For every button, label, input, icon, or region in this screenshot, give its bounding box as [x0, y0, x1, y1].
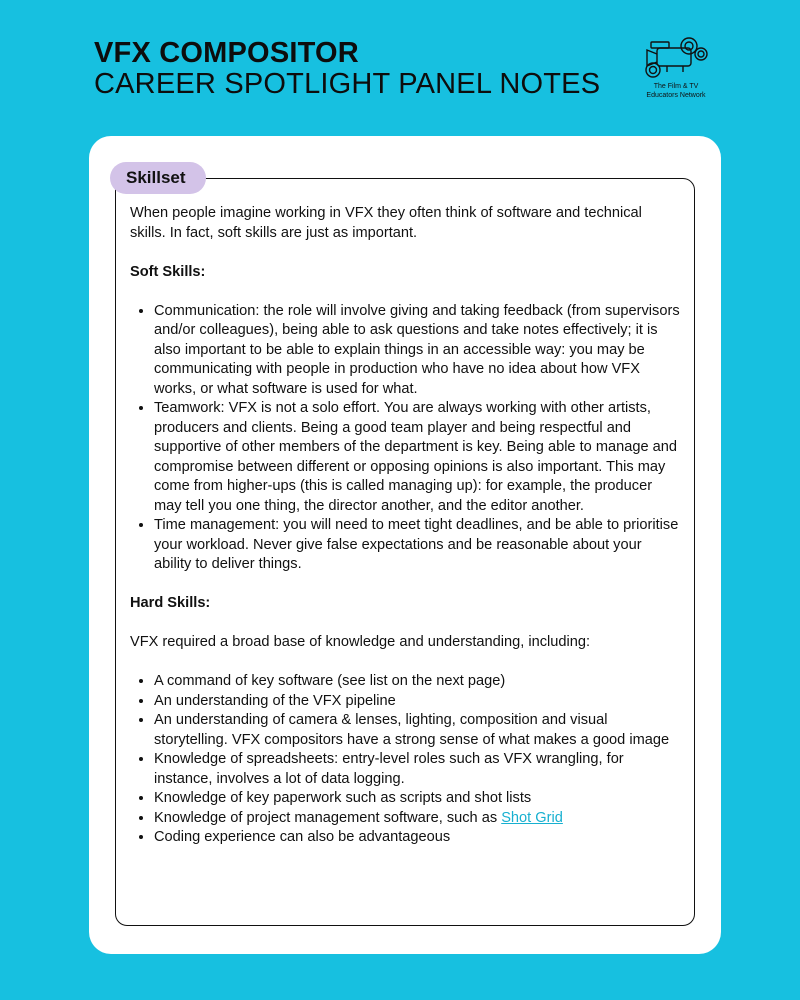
list-item: • An understanding of camera & lenses, lighting, composition and visual storytelling. VFX compositors have a strong sense of what makes a good image: [154, 711, 680, 750]
list-item: • Knowledge of key paperwork such as scripts and shot lists: [154, 789, 680, 809]
list-item: • Communication: the role will involve giving and taking feedback (from supervisors and/or colleagues), being able to ask questions and take notes effectively; it is also important to be able to explain things in an accessible way: you may be communicating with people in production who have no idea about how VFX works, or what software is used for what.: [154, 302, 680, 400]
list-item: • Time management: you will need to meet tight deadlines, and be able to prioritise your workload. Never give false expectations and be reasonable about your ability to deliver things.: [154, 516, 680, 575]
hard-skills-heading: Hard Skills:: [130, 595, 211, 611]
page-header: [94, 38, 600, 100]
list-item-text: Knowledge of project management software, such as: [154, 809, 502, 826]
list-item: • Teamwork: VFX is not a solo effort. You are always working with other artists, producers and clients. Being a good team player and being respectful and supportive of other members of the department is key. Being able to manage and compromise between different or opposing opinions is also important. This may come from higher-ups (this is called managing up): for example, the producer may tell you one thing, the director another, and the editor another.: [154, 399, 680, 516]
soft-skills-heading: Soft Skills:: [130, 263, 206, 280]
soft-skills-list: [130, 302, 680, 575]
hard-skills-intro: VFX required a broad base of knowledge and understanding, including:: [130, 634, 591, 650]
list-item: • An understanding of the VFX pipeline: [154, 692, 680, 712]
skillset-content: [130, 204, 680, 848]
list-item: [154, 809, 680, 829]
logo: [636, 36, 716, 100]
hard-skills-list: [130, 672, 680, 848]
logo-text: [636, 82, 716, 100]
logo-line-2: Educators Network: [646, 92, 706, 99]
intro-paragraph: When people imagine working in VFX they often think of software and technical skills. In fact, soft skills are just as important.: [130, 205, 642, 241]
skillset-tab: Skillset: [110, 162, 206, 194]
logo-line-1: The Film & TV: [653, 83, 699, 90]
shot-grid-link[interactable]: Shot Grid: [501, 809, 563, 826]
list-item: • A command of key software (see list on the next page): [154, 672, 680, 692]
page-subtitle: CAREER SPOTLIGHT PANEL NOTES: [94, 68, 601, 100]
page-title: VFX COMPOSITOR: [94, 37, 359, 69]
video-camera-icon: [643, 36, 709, 80]
content-card: [89, 136, 721, 954]
list-item: • Knowledge of spreadsheets: entry-level roles such as VFX wrangling, for instance, involves a lot of data logging.: [154, 750, 680, 789]
list-item: • Coding experience can also be advantageous: [154, 828, 680, 848]
